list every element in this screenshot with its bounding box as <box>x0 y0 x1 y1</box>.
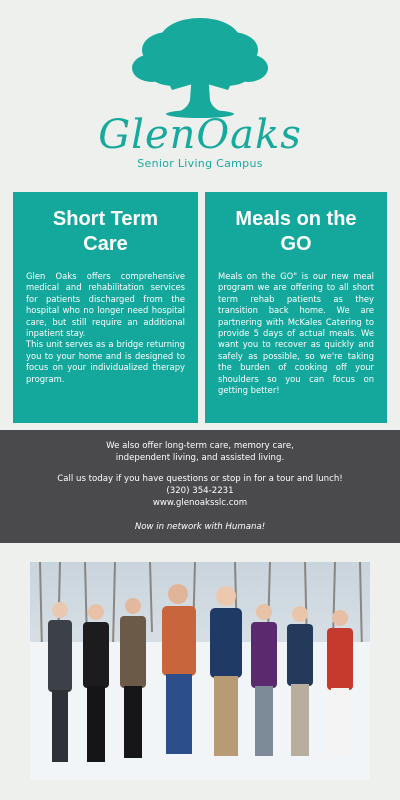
phone-number[interactable]: (320) 354-2231 <box>166 486 234 496</box>
title-line: Meals on the <box>235 208 357 230</box>
logo <box>0 0 400 185</box>
photo-illustration <box>30 562 370 780</box>
staff-group-photo <box>30 562 370 780</box>
paragraph: This unit serves as a bridge returning you to your home and is designed to focus on your individualized therapy program. <box>26 339 185 384</box>
oak-tree-icon <box>130 12 270 120</box>
brand-name: GlenOaks <box>98 112 302 158</box>
services-line: independent living, and assisted living. <box>115 453 285 463</box>
services-line: We also offer long-term care, memory care, <box>106 441 294 451</box>
network-note: Now in network with Humana! <box>134 522 266 532</box>
paragraph: Glen Oaks offers comprehensive medical and rehabilitation services for patients discharged from the hospital who no longer need hospital care, but still require an additional inpatient stay. <box>26 271 185 339</box>
short-term-care-card <box>13 192 198 423</box>
short-term-care-body <box>13 271 198 385</box>
meals-on-the-go-body: Meals on the GO" is our new meal program we are offering to all short term rehab patients as they transition back home. We are partnering with McKales Catering to provide 5 days of actual meals. We want you to recover as quickly and safely as possible, so we're taking the burden of cooking off your shoulders so you can focus on getting better! <box>218 271 374 396</box>
title-line: Short Term <box>52 208 159 230</box>
meals-on-the-go-card <box>205 192 387 423</box>
title-line: Care <box>83 233 128 255</box>
brand-tagline: Senior Living Campus <box>137 157 263 170</box>
title-line: GO <box>280 233 312 255</box>
website-link[interactable]: www.glenoaksslc.com <box>152 498 248 508</box>
call-to-action: Call us today if you have questions or stop in for a tour and lunch! <box>57 474 343 484</box>
info-band <box>0 430 400 543</box>
short-term-care-title <box>13 207 198 257</box>
meals-on-the-go-title <box>205 207 387 257</box>
